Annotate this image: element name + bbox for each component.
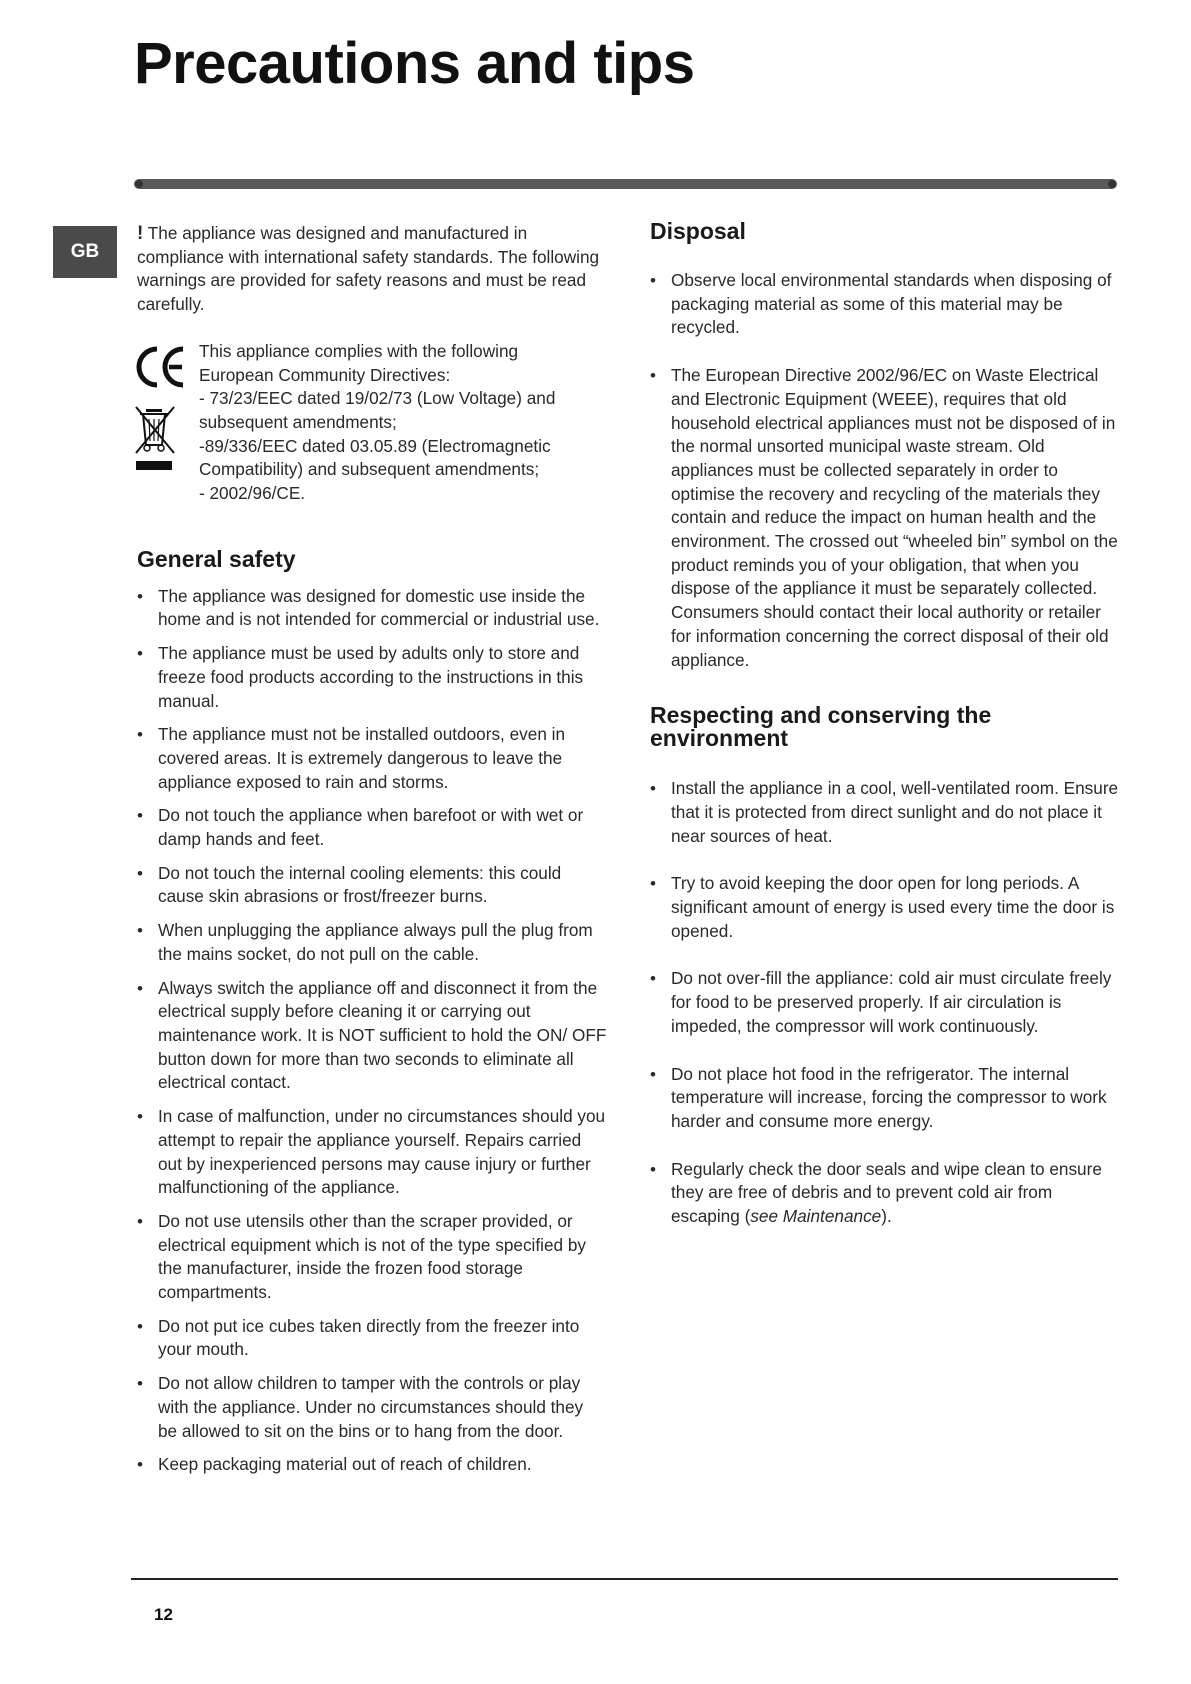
list-item: • Do not place hot food in the refrigerator. The internal temperature will increase, forcing the compressor to work harder and consume more energy.	[650, 1063, 1120, 1134]
door-seal-text: Regularly check the door seals and wipe clean to ensure they are free of debris and to prevent cold air from escaping (	[671, 1158, 1102, 1227]
list-item: • Do not put ice cubes taken directly from the freezer into your mouth.	[137, 1315, 607, 1362]
compliance-marks	[137, 340, 199, 490]
disposal-heading: Disposal	[650, 218, 746, 244]
list-item: • When unplugging the appliance always pull the plug from the mains socket, do not pull on the cable.	[137, 919, 607, 966]
general-safety-heading: General safety	[137, 545, 296, 572]
page-number: 12	[154, 1605, 173, 1624]
warning-exclamation: !	[137, 223, 144, 244]
header-rule	[134, 179, 1117, 189]
language-tab: GB	[53, 226, 117, 278]
door-seal-text-end: ).	[881, 1206, 892, 1227]
directive-line: subsequent amendments;	[199, 411, 397, 432]
footer-rule	[131, 1578, 1118, 1580]
list-item: • Try to avoid keeping the door open for long periods. A significant amount of energy is used every time the door is opened.	[650, 872, 1120, 943]
list-item	[650, 1158, 1120, 1229]
left-column	[137, 222, 607, 1487]
ce-mark-icon	[133, 343, 187, 391]
intro-paragraph	[137, 222, 607, 317]
disposal-list	[650, 269, 1120, 672]
directives-text	[199, 340, 555, 506]
list-item: • Do not touch the internal cooling elements: this could cause skin abrasions or frost/freezer burns.	[137, 862, 607, 909]
list-item: • Keep packaging material out of reach of children.	[137, 1453, 607, 1477]
page-title: Precautions and tips	[134, 31, 695, 96]
intro-text: The appliance was designed and manufactured in compliance with international safety standards. The following warnings are provided for safety reasons and must be read carefully.	[137, 223, 600, 315]
directive-line: - 2002/96/CE.	[199, 483, 306, 504]
general-safety-list	[137, 585, 607, 1477]
directive-line: This appliance complies with the following	[199, 340, 519, 361]
list-item: • The appliance was designed for domestic use inside the home and is not intended for commercial or industrial use.	[137, 585, 607, 632]
list-item: • Do not touch the appliance when barefoot or with wet or damp hands and feet.	[137, 804, 607, 851]
list-item: • Always switch the appliance off and disconnect it from the electrical supply before cleaning it or carrying out maintenance work. It is NOT sufficient to hold the ON/ OFF button down for more than two seconds to eliminate all electrical contact.	[137, 977, 607, 1096]
consumer-contact-text: Consumers should contact their local authority or retailer for information concerning the correct disposal of their old appliance.	[671, 602, 1109, 670]
list-item: • Do not allow children to tamper with the controls or play with the appliance. Under no circumstances should they be allowed to sit on the bins or to hang from the door.	[137, 1372, 607, 1443]
list-item: • The appliance must not be installed outdoors, even in covered areas. It is extremely dangerous to leave the appliance exposed to rain and storms.	[137, 723, 607, 794]
list-item: • Install the appliance in a cool, well-ventilated room. Ensure that it is protected from direct sunlight and do not place it near sources of heat.	[650, 777, 1120, 848]
list-item: • Do not use utensils other than the scraper provided, or electrical equipment which is not of the type specified by the manufacturer, inside the frozen food storage compartments.	[137, 1210, 607, 1305]
crossed-bin-icon	[134, 405, 178, 475]
environment-heading: Respecting and conserving the environment	[650, 702, 992, 752]
directive-line: -89/336/EEC dated 03.05.89 (Electromagnetic	[199, 435, 551, 456]
list-item: • The appliance must be used by adults only to store and freeze food products according to the instructions in this manual.	[137, 642, 607, 713]
environment-list	[650, 777, 1120, 1229]
list-item: • Observe local environmental standards when disposing of packaging material as some of this material may be recycled.	[650, 269, 1120, 340]
right-column	[650, 220, 1120, 1253]
weee-directive-text: The European Directive 2002/96/EC on Waste Electrical and Electronic Equipment (WEEE), requires that old household electrical appliances must not be disposed of in the normal unsorted municipal waste stream. Old appliances must be collected separately in order to optimise the recovery and recycling of the materials they contain and reduce the impact on human health and the environment. The crossed out “wheeled bin” symbol on the product reminds you of your obligation, that when you dispose of the appliance it must be separately collected.	[671, 365, 1118, 599]
list-item: • Do not over-fill the appliance: cold air must circulate freely for food to be preserved properly. If air circulation is impeded, the compressor will work continuously.	[650, 967, 1120, 1038]
directive-line: European Community Directives:	[199, 364, 451, 385]
directive-line: - 73/23/EEC dated 19/02/73 (Low Voltage) and	[199, 388, 556, 409]
maintenance-reference: see Maintenance	[750, 1206, 882, 1227]
directives-block	[137, 340, 607, 506]
list-item: • In case of malfunction, under no circumstances should you attempt to repair the appliance yourself. Repairs carried out by inexperienced persons may cause injury or further malfunctioning of the appliance.	[137, 1105, 607, 1200]
directive-line: Compatibility) and subsequent amendments;	[199, 459, 540, 480]
list-item	[650, 364, 1120, 672]
